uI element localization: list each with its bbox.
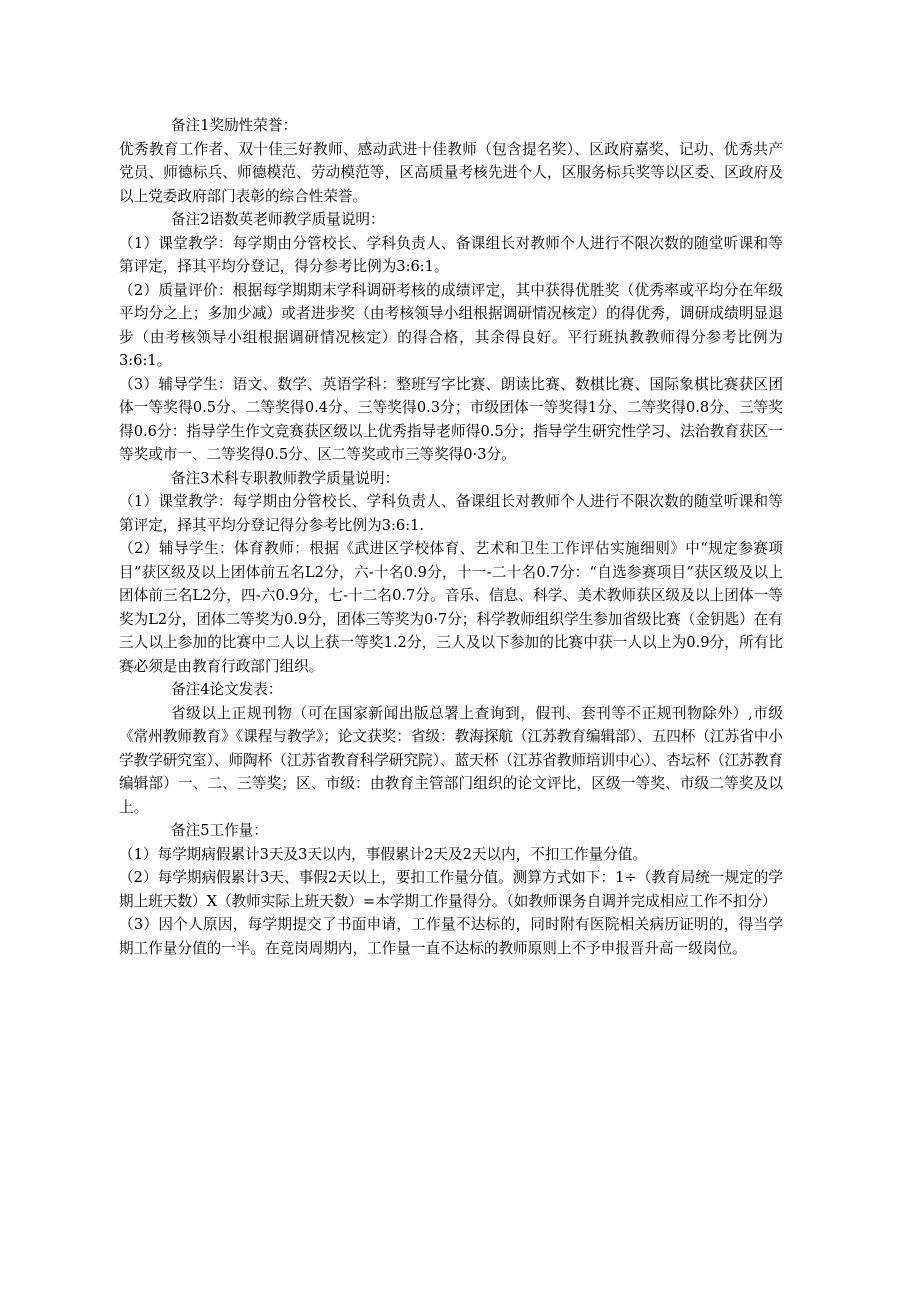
section-heading: 备注2语数英老师教学质量说明： (171, 211, 385, 228)
paragraph: 省级以上正规刊物（可在国家新闻出版总署上查询到，假刊、套刊等不正规刊物除外）,市级《常州教师教育》《课程与教学》；论文获奖：省级：教海探航（江苏教育编辑部）、五四杯（江苏省中小学教学研究室）、师陶杯（江苏省教育科学研究院）、蓝天杯（江苏省教师培训中心）、杏坛杯（江苏教育编辑部）一、二、三等奖；区、市级：由教育主管部门组织的论文评比，区级一等奖、市级二等奖及以上。 (119, 704, 784, 816)
paragraph: （1）每学期病假累计3天及3天以内，事假累计2天及2天以内，不扣工作量分值。 (119, 845, 648, 863)
paragraph: （3）辅导学生：语文、数学、英语学科：整班写字比赛、朗读比赛、数棋比赛、国际象棋比赛获区团体一等奖得0.5分、二等奖得0.4分、三等奖得0.3分；市级团体一等奖得1分、二等奖得0.8分、三等奖得0.6分：指导学生作文竞赛获区级以上优秀指导老师得0.5分；指导学生研究性学习、法治教育获区一等奖或市一、二等奖得0.5分、区二等奖或市三等奖得0·3分。 (119, 375, 783, 463)
paragraph: （2）质量评价：根据每学期期末学科调研考核的成绩评定，其中获得优胜奖（优秀率或平均分在年级平均分之上；多加少减）或者进步奖（由考核领导小组根据调研情况核定）的得优秀，调研成绩明显退步（由考核领导小组根据调研情况核定）的得合格，其余得良好。平行班执教教师得分参考比例为3:6:1。 (119, 281, 783, 369)
paragraph: （1）课堂教学：每学期由分管校长、学科负责人、备课组长对教师个人进行不限次数的随堂听课和等第评定，择其平均分登记，得分参考比例为3:6:1。 (119, 234, 783, 275)
document-body (119, 114, 783, 960)
section-heading: 备注1奖励性荣誉： (171, 117, 298, 134)
paragraph: （3）因个人原因，每学期提交了书面申请，工作量不达标的，同时附有医院相关病历证明的，得当学期工作量分值的一半。在竞岗周期内，工作量一直不达标的教师原则上不予申报晋升高一级岗位。 (119, 916, 783, 957)
section-heading: 备注5工作量： (171, 822, 268, 839)
paragraph: （2）每学期病假累计3天、事假2天以上，要扣工作量分值。测算方式如下：1÷（教育局统一规定的学期上班天数）X（教师实际上班天数）=本学期工作量得分。（如教师课务自调并完成相应工作不扣分） (119, 869, 783, 910)
paragraph: （2）辅导学生：体育教师：根据《武进区学校体育、艺术和卫生工作评估实施细则》中“规定参赛项目”获区级及以上团体前五名L2分，六-十名0.9分，十一-二十名0.7分：“自选参赛项目”获区级及以上团体前三名L2分，四-六0.9分，七-十二名0.7分。音乐、信息、科学、美术教师获区级及以上团体一等奖为L2分，团体二等奖为0.9分，团体三等奖为0·7分；科学教师组织学生参加省级比赛（金钥匙）在有三人以上参加的比赛中二人以上获一等奖1.2分，三人及以下参加的比赛中获一人以上为0.9分，所有比赛必须是由教育行政部门组织。 (119, 540, 783, 675)
paragraph: 优秀教育工作者、双十佳三好教师、感动武进十佳教师（包含提名奖）、区政府嘉奖、记功、优秀共产党员、师德标兵、师德模范、劳动模范等，区高质量考核先进个人，区服务标兵奖等以区委、区政府及以上党委政府部门表彰的综合性荣誉。 (119, 140, 783, 205)
section-heading: 备注4论文发表： (171, 681, 283, 698)
section-heading: 备注3术科专职教师教学质量说明： (171, 469, 400, 487)
paragraph: （1）课堂教学：每学期由分管校长、学科负责人、备课组长对教师个人进行不限次数的随堂听课和等第评定，择其平均分登记得分参考比例为3:6:1. (119, 493, 783, 534)
